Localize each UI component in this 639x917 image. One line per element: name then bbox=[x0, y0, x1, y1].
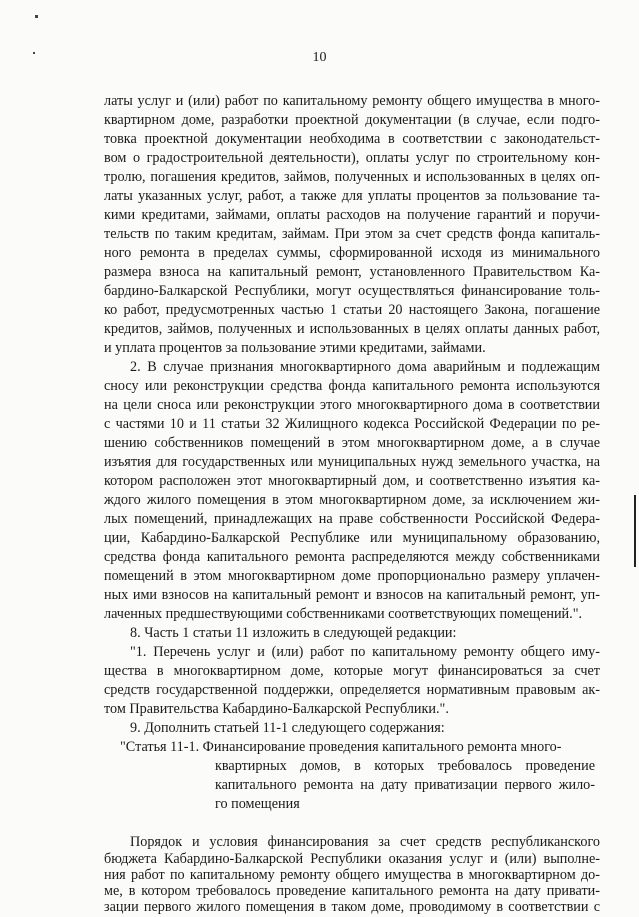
text-line: лаченных предшествующими собственниками соответствующих помещений.". bbox=[104, 606, 583, 622]
text-line: бардино-Балкарской Республики, могут осуществляться финансирование толь- bbox=[104, 283, 600, 299]
item-9: 9. Дополнить статьей 11-1 следующего содержания: bbox=[130, 720, 445, 736]
page-number: 10 bbox=[312, 50, 327, 65]
text-line: Порядок и условия финансирования за счет средств республиканского bbox=[130, 834, 600, 850]
text-line: латы услуг и (или) работ по капитальному ремонту общего имущества в много- bbox=[104, 93, 600, 109]
text-line: тролю, погашения кредитов, займов, полученных и использованных в целях оп- bbox=[104, 169, 600, 185]
text-line: "1. Перечень услуг и (или) работ по капитальному ремонту общего иму- bbox=[130, 644, 600, 660]
text-line: го помещения bbox=[215, 796, 300, 812]
text-line: кредитов, займов, полученных и использованных в целях оплаты данных работ, bbox=[104, 321, 600, 337]
text-line: ного ремонта в пределах суммы, сформированной исходя из минимального bbox=[104, 245, 600, 261]
text-line: ния работ по капитальному ремонту общего имущества в многоквартирном до- bbox=[104, 867, 600, 883]
text-line: капитального ремонта на дату приватизации первого жило- bbox=[215, 777, 595, 793]
scan-edge-mark bbox=[634, 495, 636, 567]
text-line: размера взноса на капитальный ремонт, установленного Правительством Ка- bbox=[104, 264, 600, 280]
text-line: лых помещений, принадлежащих на праве собственности Российской Федера- bbox=[104, 511, 600, 527]
text-line: вом о градостроительной деятельности), оплаты услуг по строительному кон- bbox=[104, 150, 600, 166]
text-line: квартирных домов, в которых требовалось проведение bbox=[215, 758, 595, 774]
text-line: зации первого жилого помещения в таком доме, проводимому в соответствии с bbox=[104, 899, 600, 915]
scan-speck bbox=[33, 52, 35, 54]
text-line: ме, в котором требовалось проведение капитального ремонта на дату привати- bbox=[104, 883, 600, 899]
text-line: кими кредитами, займами, оплаты расходов на получение гарантий и поручи- bbox=[104, 207, 600, 223]
text-line: ко работ, предусмотренных частью 1 статьи 20 настоящего Закона, погашение bbox=[104, 302, 600, 318]
text-line: и уплата процентов за пользование этими кредитами, займами. bbox=[104, 340, 486, 356]
text-line: с частями 10 и 11 статьи 32 Жилищного кодекса Российской Федерации по ре- bbox=[104, 416, 600, 432]
text-line: латы указанных услуг, работ, а также для уплаты процентов за пользование та- bbox=[104, 188, 600, 204]
text-line: котором расположен этот многоквартирный дом, и соответственно изъятия ка- bbox=[104, 473, 600, 489]
text-line: шению собственников помещений в этом многоквартирном доме, а в случае bbox=[104, 435, 600, 451]
text-line: тельств по таким кредитам, займам. При этом за счет средств фонда капиталь- bbox=[104, 226, 600, 242]
text-line: квартирном доме, разработки проектной документации (в случае, если подго- bbox=[104, 112, 600, 128]
text-line: бюджета Кабардино-Балкарской Республики оказания услуг и (или) выполне- bbox=[104, 851, 600, 867]
scan-speck bbox=[35, 15, 38, 18]
text-line: на цели сноса или реконструкции этого многоквартирного дома в соответствии bbox=[104, 397, 600, 413]
text-line: ных ими взносов на капитальный ремонт и взносов на капитальный ремонт, уп- bbox=[104, 587, 600, 603]
article-heading: "Статья 11-1. Финансирование проведения капитального ремонта много- bbox=[120, 739, 562, 755]
text-line: товка проектной документации необходима в соответствии с законодательст- bbox=[104, 131, 600, 147]
text-line: средства фонда капитального ремонта распределяются между собственниками bbox=[104, 549, 600, 565]
text-line: ждого жилого помещения в этом многоквартирном доме, за исключением жи- bbox=[104, 492, 600, 508]
text-line: 2. В случае признания многоквартирного дома аварийным и подлежащим bbox=[130, 359, 600, 375]
text-line: том Правительства Кабардино-Балкарской Республики.". bbox=[104, 701, 449, 717]
text-line: щества в многоквартирном доме, которые могут финансироваться за счет bbox=[104, 663, 600, 679]
text-line: ции, Кабардино-Балкарской Республике или муниципальному образованию, bbox=[104, 530, 600, 546]
text-line: помещений в этом многоквартирном доме пропорционально размеру уплачен- bbox=[104, 568, 600, 584]
text-line: средств государственной поддержки, определяется нормативным правовым ак- bbox=[104, 682, 600, 698]
item-8: 8. Часть 1 статьи 11 изложить в следующей редакции: bbox=[130, 625, 457, 641]
text-line: сносу или реконструкции средства фонда капитального ремонта используются bbox=[104, 378, 600, 394]
text-line: изъятия для государственных или муниципальных нужд земельного участка, на bbox=[104, 454, 600, 470]
